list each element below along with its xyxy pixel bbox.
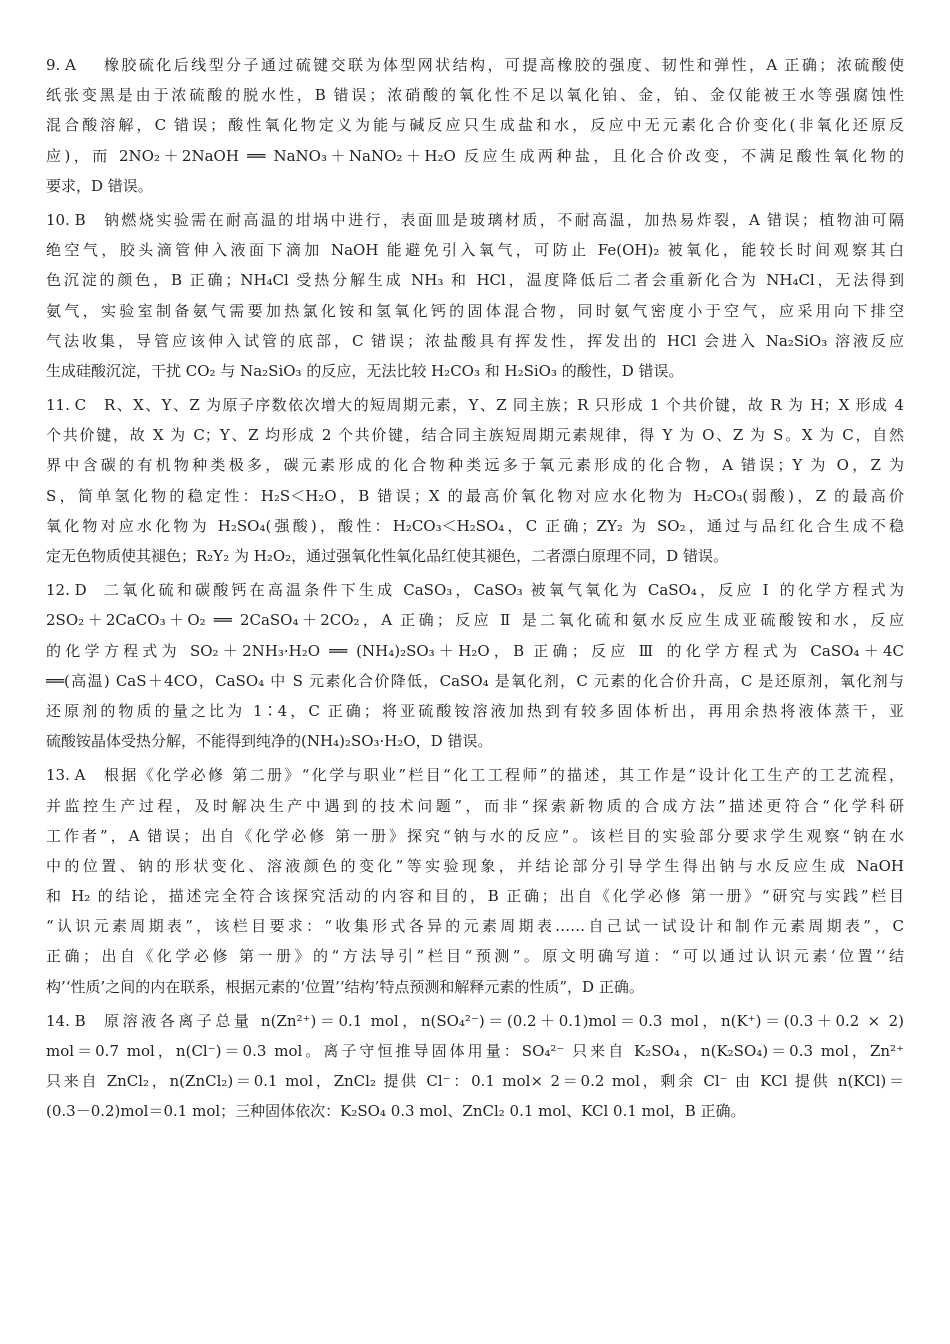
text-line: 氧化物对应水化物为 H₂SO₄(强酸)，酸性：H₂CO₃＜H₂SO₄，C 正确；ZY₂ 为 SO₂，通过与品红化合生成不稳	[46, 516, 904, 535]
text-line: 和 H₂ 的结论，描述完全符合该探究活动的内容和目的，B 正确；出自《化学必修 第一册》“研究与实践”栏目	[46, 887, 904, 906]
text-line: (0.3－0.2)mol＝0.1 mol；三种固体依次：K₂SO₄ 0.3 mol、ZnCl₂ 0.1 mol、KCl 0.1 mol，B 正确。	[46, 1102, 746, 1121]
text-line: 混合酸溶解，C 错误；酸性氧化物定义为能与碱反应只生成盐和水，反应中无元素化合价变化(非氧化还原反	[46, 116, 904, 135]
answer-item-11	[46, 390, 904, 571]
text-line: 绝空气，胶头滴管伸入液面下滴加 NaOH 能避免引入氧气，可防止 Fe(OH)₂ 被氧化，能较长时间观察其白	[46, 241, 904, 260]
text-line: 个共价键，故 X 为 C；Y、Z 均形成 2 个共价键，结合同主族短周期元素规律，得 Y 为 O、Z 为 S。X 为 C，自然	[46, 426, 904, 445]
item-number: 12. D	[46, 581, 87, 600]
text-line: 应)，而 2NO₂＋2NaOH ══ NaNO₃＋NaNO₂＋H₂O 反应生成两种盐，且化合价改变，不满足酸性氧化物的	[46, 146, 904, 165]
item-number: 14. B	[46, 1011, 86, 1030]
text-line: 纸张变黑是由于浓硫酸的脱水性，B 错误；浓硝酸的氧化性不足以氧化铂、金，铂、金仅能被王水等强腐蚀性	[46, 86, 904, 105]
text-line: 二氧化硫和碳酸钙在高温条件下生成 CaSO₃，CaSO₃ 被氧气氧化为 CaSO₄，反应 Ⅰ 的化学方程式为	[104, 581, 904, 600]
answer-item-14	[46, 1006, 904, 1127]
item-number: 11. C	[46, 396, 87, 415]
text-line: R、X、Y、Z 为原子序数依次增大的短周期元素，Y、Z 同主族；R 只形成 1 个共价键，故 R 为 H；X 形成 4	[104, 396, 904, 415]
text-line: 硫酸铵晶体受热分解，不能得到纯净的(NH₄)₂SO₃·H₂O，D 错误。	[46, 732, 493, 751]
text-line: 定无色物质使其褪色；R₂Y₂ 为 H₂O₂，通过强氧化性氧化品红使其褪色，二者漂白原理不同，D 错误。	[46, 547, 728, 565]
text-line: 并监控生产过程，及时解决生产中遇到的技术问题”，而非“探索新物质的合成方法”描述更符合“化学科研	[46, 796, 904, 815]
answer-item-12	[46, 575, 904, 756]
text-line: ══(高温) CaS＋4CO，CaSO₄ 中 S 元素化合价降低，CaSO₄ 是氧化剂，C 元素的化合价升高，C 是还原剂，氧化剂与	[46, 671, 904, 690]
text-line: 生成硅酸沉淀，干扰 CO₂ 与 Na₂SiO₃ 的反应，无法比较 H₂CO₃ 和 H₂SiO₃ 的酸性，D 错误。	[46, 361, 684, 380]
text-line: 色沉淀的颜色，B 正确；NH₄Cl 受热分解生成 NH₃ 和 HCl，温度降低后二者会重新化合为 NH₄Cl，无法得到	[46, 271, 904, 290]
text-line: 要求，D 错误。	[46, 176, 153, 195]
item-number: 13. A	[46, 766, 86, 785]
text-line: 根据《化学必修 第二册》“化学与职业”栏目“化工工程师”的描述，其工作是“设计化工生产的工艺流程，	[104, 766, 904, 785]
text-line: 界中含碳的有机物种类极多，碳元素形成的化合物种类远多于氧元素形成的化合物，A 错误；Y 为 O，Z 为	[46, 456, 904, 475]
text-line: 还原剂的物质的量之比为 1∶4，C 正确；将亚硫酸铵溶液加热到有较多固体析出，再用余热将液体蒸干，亚	[46, 701, 904, 720]
text-line: mol＝0.7 mol，n(Cl⁻)＝0.3 mol。离子守恒推导固体用量：SO₄²⁻ 只来自 K₂SO₄，n(K₂SO₄)＝0.3 mol，Zn²⁺	[46, 1042, 904, 1060]
text-line: 中的位置、钠的形状变化、溶液颜色的变化”等实验现象，并结论部分引导学生得出钠与水反应生成 NaOH	[46, 856, 904, 875]
text-line: 工作者”，A 错误；出自《化学必修 第一册》探究“钠与水的反应”。该栏目的实验部分要求学生观察“钠在水	[46, 826, 904, 845]
text-line: 的化学方程式为 SO₂＋2NH₃·H₂O ══ (NH₄)₂SO₃＋H₂O，B 正确；反应 Ⅲ 的化学方程式为 CaSO₄＋4C	[46, 641, 904, 660]
text-line: 只来自 ZnCl₂，n(ZnCl₂)＝0.1 mol，ZnCl₂ 提供 Cl⁻：0.1 mol× 2＝0.2 mol，剩余 Cl⁻ 由 KCl 提供 n(KCl)＝	[46, 1072, 904, 1091]
text-line: 气法收集，导管应该伸入试管的底部，C 错误；浓盐酸具有挥发性，挥发出的 HCl 会进入 Na₂SiO₃ 溶液反应	[46, 331, 904, 350]
text-line: 2SO₂＋2CaCO₃＋O₂ ══ 2CaSO₄＋2CO₂，A 正确；反应 Ⅱ 是二氧化硫和氨水反应生成亚硫酸铵和水，反应	[46, 611, 904, 630]
answer-item-9	[46, 50, 904, 201]
text-line: 构’‘性质’之间的内在联系，根据元素的‘位置’‘结构’特点预测和解释元素的性质”，D 正确。	[46, 977, 644, 996]
item-number: 9. A	[46, 56, 76, 74]
text-line: “认识元素周期表”，该栏目要求：“收集形式各异的元素周期表……自己试一试设计和制作元素周期表”，C	[46, 917, 904, 936]
text-line: 原溶液各离子总量 n(Zn²⁺)＝0.1 mol，n(SO₄²⁻)＝(0.2＋0.1)mol＝0.3 mol，n(K⁺)＝(0.3＋0.2 × 2)	[104, 1011, 904, 1030]
item-number: 10. B	[46, 210, 86, 229]
answer-item-10	[46, 205, 904, 386]
text-line: 钠燃烧实验需在耐高温的坩埚中进行，表面皿是玻璃材质，不耐高温，加热易炸裂，A 错误；植物油可隔	[104, 210, 904, 229]
text-line: 橡胶硫化后线型分子通过硫键交联为体型网状结构，可提高橡胶的强度、韧性和弹性，A 正确；浓硫酸使	[104, 56, 904, 74]
answer-item-13	[46, 760, 904, 1002]
text-line: 氨气，实验室制备氨气需要加热氯化铵和氢氧化钙的固体混合物，同时氨气密度小于空气，应采用向下排空	[46, 301, 904, 320]
text-line: 正确；出自《化学必修 第一册》的“方法导引”栏目“预测”。原文明确写道：“可以通过认识元素‘位置’‘结	[46, 947, 904, 966]
text-line: S，简单氢化物的稳定性：H₂S＜H₂O，B 错误；X 的最高价氧化物对应水化物为 H₂CO₃(弱酸)，Z 的最高价	[46, 486, 904, 505]
